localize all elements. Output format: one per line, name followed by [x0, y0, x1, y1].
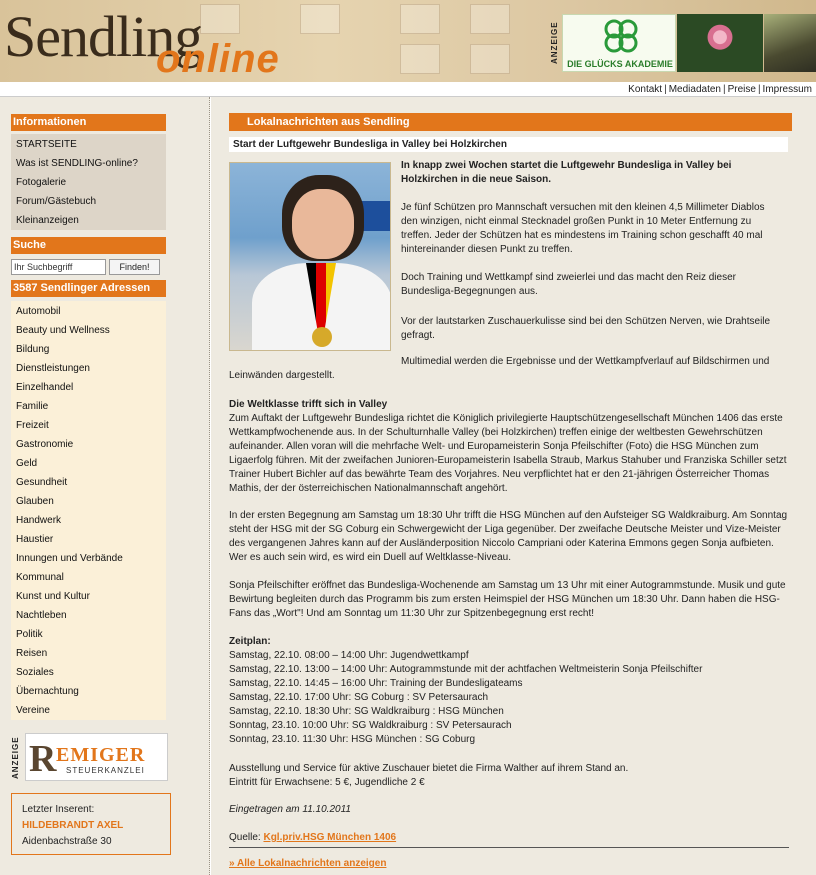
info-menu [11, 134, 166, 230]
nav-link-preise[interactable]: Preise [727, 84, 756, 95]
ad-gluecks-text: DIE GLÜCKS AKADEMIE [567, 59, 673, 69]
background-window [470, 4, 510, 34]
article-line: Ausstellung und Service für aktive Zuschauer bietet die Firma Walther auf ihrem Stand an. [229, 763, 629, 774]
category-item[interactable]: Einzelhandel [16, 382, 74, 393]
category-item[interactable]: Glauben [16, 496, 54, 507]
schedule-title: Zeitplan: [229, 636, 271, 647]
site-header [0, 0, 816, 82]
schedule-item: Sonntag, 23.10. 10:00 Uhr: SG Waldkraiburg : SV Petersaurach [229, 720, 512, 731]
ad-photo-flower[interactable] [677, 14, 763, 72]
last-advertiser-box [11, 793, 171, 855]
source-link[interactable]: Kgl.priv.HSG München 1406 [263, 832, 397, 843]
schedule-item: Samstag, 22.10. 14:45 – 16:00 Uhr: Training der Bundesligateams [229, 678, 523, 689]
article-photo [229, 162, 391, 351]
category-item[interactable]: Dienstleistungen [16, 363, 90, 374]
schedule-item: Samstag, 22.10. 13:00 – 14:00 Uhr: Autogrammstunde mit der achtfachen Weltmeisterin Sonja Pfeilschifter [229, 664, 703, 675]
background-window [200, 4, 240, 34]
search-heading: Suche [11, 237, 166, 254]
article-paragraph: Multimedial werden die Ergebnisse und der Wettkampfverlauf auf Bildschirmen und Leinwänden dargestellt. [229, 356, 770, 381]
category-item[interactable]: Nachtleben [16, 610, 67, 621]
nav-link-mediadaten[interactable]: Mediadaten [668, 84, 721, 95]
schedule-item: Samstag, 22.10. 18:30 Uhr: SG Waldkraiburg : HSG München [229, 706, 504, 717]
nav-separator: | [722, 84, 726, 95]
category-item[interactable]: Politik [16, 629, 43, 640]
category-item[interactable]: Reisen [16, 648, 48, 659]
remiger-logo-name: EMIGER [56, 744, 146, 766]
article-paragraph: Je fünf Schützen pro Mannschaft versuchen mit den kleinen 4,5 Millimeter Diablos den winzigen, nicht einmal Stecknadel großen Punkt in 10 Meter Entfernung zu treffen. Jeder der Schützen hat es mindestens im Training schon geschafft 40 mal hintereinander diesen Punkt zu treffen. [401, 202, 765, 255]
category-list [11, 301, 166, 720]
article-paragraph: Sonja Pfeilschifter eröffnet das Bundesliga-Wochenende am Samstag um 13 Uhr mit einer Autogrammstunde. Musik und gute Bewirtung begleiten durch das Programm bis zum ersten Heimspiel der HSG München um 18:30 Uhr. Dann haben die HSG-Fans das „Wort"! Und am Sonntag um 11:30 Uhr zur Spitzenbegegnung erst recht! [229, 580, 786, 619]
main-content [211, 97, 816, 875]
category-item[interactable]: Übernachtung [16, 686, 79, 697]
entry-date: Eingetragen am 11.10.2011 [229, 804, 351, 815]
search-input[interactable] [11, 259, 106, 275]
category-item[interactable]: Vereine [16, 705, 50, 716]
article-paragraph: Vor der lautstarken Zuschauerkulisse sind bei den Schützen Nerven, wie Drahtseile gefragt. [401, 316, 771, 341]
category-item[interactable]: Soziales [16, 667, 54, 678]
ad-banner-gluecks-akademie[interactable] [562, 14, 676, 72]
sidebar-item-forum[interactable]: Forum/Gästebuch [16, 196, 97, 207]
category-item[interactable]: Freizeit [16, 420, 49, 431]
last-advertiser-label: Letzter Inserent: [22, 804, 95, 815]
category-item[interactable]: Handwerk [16, 515, 62, 526]
last-advertiser-name[interactable]: HILDEBRANDT AXEL [22, 820, 124, 831]
schedule-list [229, 649, 791, 747]
background-window [400, 4, 440, 34]
nav-separator: | [757, 84, 761, 95]
nav-separator: | [664, 84, 667, 95]
nav-link-impressum[interactable]: Impressum [762, 84, 812, 95]
site-logo[interactable]: Sendling [4, 4, 203, 69]
background-window [470, 44, 510, 74]
category-item[interactable]: Familie [16, 401, 49, 412]
background-window [300, 4, 340, 34]
source-line [229, 831, 789, 845]
category-item[interactable]: Haustier [16, 534, 54, 545]
ad-banner-remiger[interactable] [25, 733, 168, 781]
category-item[interactable]: Kommunal [16, 572, 64, 583]
nav-link-kontakt[interactable]: Kontakt [628, 84, 663, 95]
category-item[interactable]: Innungen und Verbände [16, 553, 123, 564]
article-subheading: Die Weltklasse trifft sich in Valley [229, 399, 388, 410]
ad-label: ANZEIGE [11, 736, 20, 780]
top-navigation [0, 82, 816, 97]
category-item[interactable]: Beauty und Wellness [16, 325, 110, 336]
category-item[interactable]: Geld [16, 458, 38, 469]
article-line: Eintritt für Erwachsene: 5 €, Jugendliche 2 € [229, 777, 425, 788]
schedule-item: Sonntag, 23.10. 11:30 Uhr: HSG München : SG Coburg [229, 734, 476, 745]
ad-label: ANZEIGE [550, 21, 559, 65]
remiger-logo-initial: R [29, 738, 57, 780]
search-button[interactable]: Finden! [109, 259, 160, 275]
category-item[interactable]: Automobil [16, 306, 61, 317]
addresses-heading: 3587 Sendlinger Adressen [11, 280, 166, 297]
schedule-item: Samstag, 22.10. 08:00 – 14:00 Uhr: Jugendwettkampf [229, 650, 469, 661]
all-news-link[interactable]: » Alle Lokalnachrichten anzeigen [229, 858, 387, 869]
article-paragraph: In der ersten Begegnung am Samstag um 18:30 Uhr trifft die HSG München auf den Aufsteiger SG Waldkraiburg. Am Sonntag steht der HSG mit der SG Coburg ein Schwergewicht der Liga gegenüber. Der zweifache Deutsche Meister und Vize-Meister des vergangenen Jahres kann auf der Ausländerposition Niccolo Campriani oder Katerina Emmons gegen Sonja aufbieten. Wer es auch sein wird, es wird ein Duell auf Weltklasse-Niveau. [229, 510, 788, 563]
remiger-logo-sub: STEUERKANZLEI [66, 766, 145, 775]
category-item[interactable]: Kunst und Kultur [16, 591, 90, 602]
article-paragraph: Zum Auftakt der Luftgewehr Bundesliga richtet die Königlich privilegierte Hauptschützengesellschaft München 1406 das erste Wettkampfwochenende aus. In der Schulturnhalle Valley (bei Holzkirchen) treffen einige der weltbesten Gewehrschützen aufeinander. Allen voran will die mehrfache Welt- und Europameisterin Sonja Pfeilschifter (Foto) die HSG München zum Ligaerfolg führen. Mit der zweifachen Junioren-Europameisterin Isabella Straub, Markus Stahuber und Franziska Schiller setzt Trainer Hubert Bichler auf das bewährte Team des Vorjahres. Neu verpflichtet hat er den 21-jährigen Österreicher Thomas Mathis, der der österreichischen Nationalmannschaft angehört. [229, 413, 787, 494]
background-window [400, 44, 440, 74]
sidebar-item-startseite[interactable]: STARTSEITE [16, 139, 77, 150]
schedule-item: Samstag, 22.10. 17:00 Uhr: SG Coburg : SV Petersaurach [229, 692, 489, 703]
section-heading: Lokalnachrichten aus Sendling [229, 113, 792, 131]
sidebar-item-was-ist[interactable]: Was ist SENDLING-online? [16, 158, 138, 169]
article-paragraph: Doch Training und Wettkampf sind zweierlei und das macht den Reiz dieser Bundesliga-Begegnungen aus. [401, 272, 736, 297]
category-item[interactable]: Bildung [16, 344, 50, 355]
photo-medal [312, 327, 332, 347]
article-lead: In knapp zwei Wochen startet die Luftgewehr Bundesliga in Valley bei Holzkirchen in die neue Saison. [401, 160, 732, 185]
article-title: Start der Luftgewehr Bundesliga in Valley bei Holzkirchen [229, 137, 788, 152]
source-label: Quelle: [229, 832, 261, 843]
ad-photo-animal[interactable] [764, 14, 816, 72]
clover-icon [599, 17, 643, 57]
category-item[interactable]: Gesundheit [16, 477, 68, 488]
site-logo-online[interactable]: online [156, 37, 280, 81]
sidebar [0, 97, 210, 875]
divider [229, 847, 789, 848]
photo-face [292, 189, 354, 259]
all-news-line [229, 857, 789, 871]
category-item[interactable]: Gastronomie [16, 439, 74, 450]
info-heading: Informationen [11, 114, 166, 131]
last-advertiser-address: Aidenbachstraße 30 [22, 836, 112, 847]
article-paragraph [229, 762, 791, 790]
sidebar-item-kleinanzeigen[interactable]: Kleinanzeigen [16, 215, 79, 226]
sidebar-item-fotogalerie[interactable]: Fotogalerie [16, 177, 67, 188]
